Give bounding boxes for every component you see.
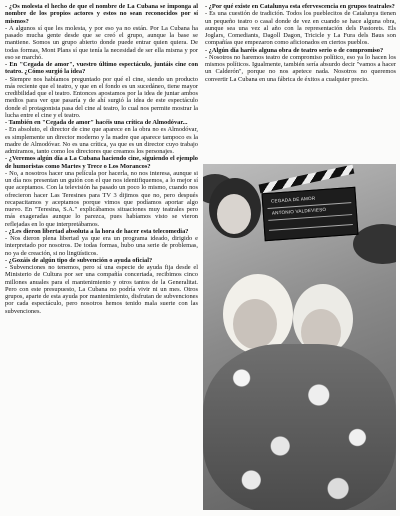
qa-block [205,47,396,83]
actor-face [233,299,277,349]
interview-answer: - No, a nosotros hacer una película por hacerla, no nos interesa, aunque si un día nos presentan un guión con el que nos identifiquemos, a lo mejor sí que aceptamos. Con la televisión ha pasado un poco lo mismo, cuando nos ofrecieron hacer Las Teresines para TV 3 dijimos que no, pero después recapacitamos y aceptamos porque vimos que podíamos aportar algo nuevo. En "Teresina, S.A." explicábamos situaciones muy teatrales pero más exageradas aunque lo parezca, pues habíamos visto se vieron reflejadas en lo que interpretábamos. [5,169,198,228]
interview-answer: - En absoluto, el director de cine que aparece en la obra no es Almodóvar, es simplemente un director moderno y la madre que aparece tampoco es la madre de Almodóvar. No es una crítica, ya que es un director cuyo trabajo admiramos, tanto como los directores que creamos los personajes. [5,126,198,155]
interview-question: - ¿Algún día haréis alguna obra de teatro serio o de compromiso? [205,46,384,54]
qa-block [5,3,198,61]
interview-question: - En "Cegada de amor", vuestro último espectáculo, juntáis cine con teatro. ¿Cómo surgió la idea? [5,61,198,76]
clapper-stripes [259,165,355,194]
interview-answer: - Nosotros no haremos teatro de compromiso político, eso ya lo hacen los mismos políticos. Igualmente, también sería absurdo decir "vamos a hacer un Calderón", porque no nos apetece nada. Nosotros no queremos convertir La Cubana en una fábrica de éxitos a cualquier precio. [205,53,396,83]
qa-block [205,3,396,47]
interview-question: - ¿Os molesta el hecho de que el nombre de La Cubana se imponga al nombre de los propios actores y estos no sean reconocidos por sí mismos? [5,3,198,25]
left-column [5,3,198,315]
qa-block [5,257,198,315]
interview-question: - ¿Gozáis de algún tipo de subvención o ayuda oficial? [5,256,153,264]
qa-block [5,228,198,257]
interview-question: - ¿Por qué existe en Catalunya esta efervescencia en grupos teatrales? [205,3,395,10]
qa-block [5,61,198,119]
clapper-title: CEGADA DE AMOR [270,195,316,204]
qa-block [5,155,198,228]
qa-block [5,119,198,155]
clapperboard [261,187,358,241]
cast-photo [203,164,396,510]
interview-answer: - Siempre nos habíamos preguntado por qué el cine, siendo un producto más reciente que el teatro, y que en el fondo es un sucedáneo, tiene mayor credibilidad que el teatro. Entonces apostamos por la idea de juntar ambos medios para ver que pasaría y de ahí surgió la idea de este espectáculo donde el protagonista pasa del cine al teatro, lo cual nos permite mostrar la lucha entre el cine y el teatro. [5,75,198,119]
interview-answer: - Nos dieron plena libertad ya que era un programa ideado, dirigido e interpretado por nosotros. De todas formas, hubo una serie de problemas, no ya de creación, si no lingüísticos. [5,235,198,257]
actor-face [217,194,251,234]
interview-answer: - A algunos sí que les molesta, y por eso ya no están. Por La Cubana ha pasado mucha gente desde que se creó el grupo, aunque la base se mantiene. Somos un grupo abierto donde puede entrar quien quiera. De todas formas, Mont Plans sí que tenía la necesidad de ser ella misma y por eso se marchó. [5,24,198,61]
clapper-divider [268,214,352,221]
interview-question: - ¿Les dieron libertad absoluta a la hora de hacer esta telecomedia? [5,227,189,235]
studio-light [353,224,396,264]
interview-question: - ¿Veremos algún día a La Cubana haciendo cine, siguiendo el ejemplo de humoristas como Martes y Trece o Los Morancos? [5,155,198,170]
right-column [205,3,396,83]
clapper-divider [269,224,353,231]
interview-question: - También en "Cegada de amor" hacéis una crítica de Almodóvar... [5,119,188,126]
interview-answer: - Es una cuestión de tradición. Todos los pueblecitos de Catalunya tienen un pequeño teatro o casal donde de vez en cuando se hace alguna obra, aunque sea una vez al año con la representación dels Pastorets. Els Joglars, Comediants, Dagoll Dagon, Tricicle y La Fura dels Baus son compañías que empezaron como aficionados en ciertos pueblos. [205,10,396,47]
clapper-subtitle: ANTONIO VALDEVIESO [271,206,327,216]
flower-bouquet [203,344,396,510]
interview-answer: - Subvenciones no tenemos, pero sí una especie de ayuda fija desde el Ministerio de Cultura por ser una compañía concertada, recibimos cinco millones anuales para el mantenimiento y otros tantos de la Generalitat. Pero con este presupuesto, La Cubana no podría vivir ni un mes. Otros grupos, aparte de esta ayuda por mantenimiento, disfrutan de subvenciones por cada espectáculo, pero nosotros hemos tenido mala suerte con las subvenciones. [5,264,198,315]
